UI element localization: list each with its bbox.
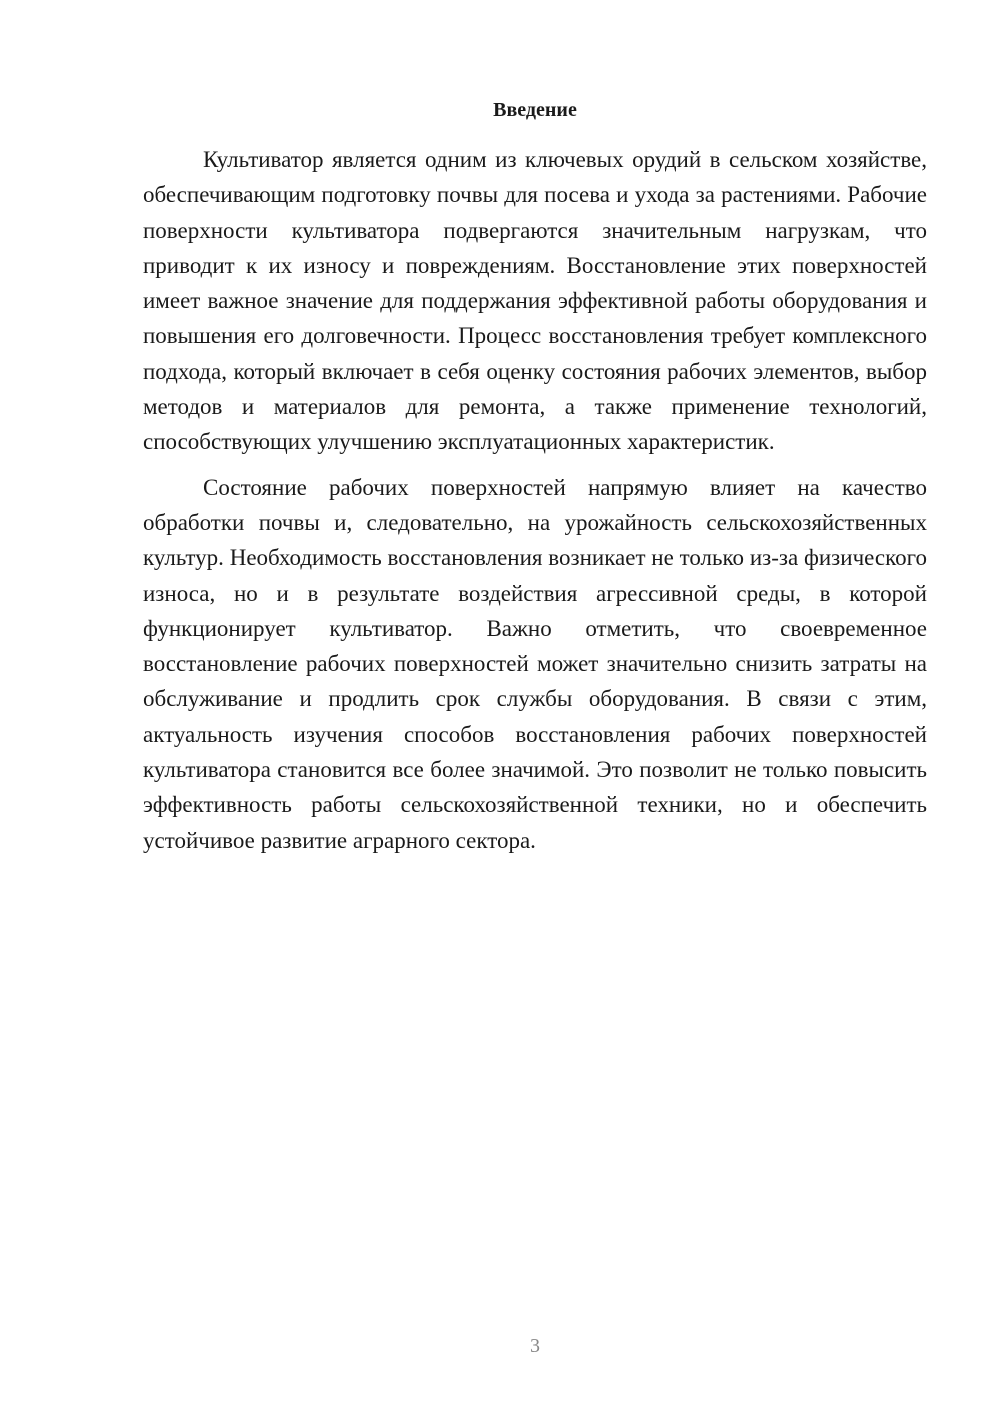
section-heading: Введение — [493, 99, 577, 121]
paragraph-1: Культиватор является одним из ключевых орудий в сельском хозяйстве, обеспечивающим подготовку почвы для посева и ухода за растениями. Рабочие поверхности культиватора подвергаются значительным нагрузкам, что приводит к их износу и повреждениям. Восстановление этих поверхностей имеет важное значение для поддержания эффективной работы оборудования и повышения его долговечности. Процесс восстановления требует комплексного подхода, который включает в себя оценку состояния рабочих элементов, выбор методов и материалов для ремонта, а также применение технологий, способствующих улучшению эксплуатационных характеристик. — [143, 147, 927, 455]
body-text — [143, 142, 927, 858]
paragraph-2: Состояние рабочих поверхностей напрямую влияет на качество обработки почвы и, следовательно, на урожайность сельскохозяйственных культур. Необходимость восстановления возникает не только из-за физического износа, но и в результате воздействия агрессивной среды, в которой функционирует культиватор. Важно отметить, что своевременное восстановление рабочих поверхностей может значительно снизить затраты на обслуживание и продлить срок службы оборудования. В связи с этим, актуальность изучения способов восстановления рабочих поверхностей культиватора становится все более значимой. Это позволит не только повысить эффективность работы сельскохозяйственной техники, но и обеспечить устойчивое развитие аграрного сектора. — [143, 474, 927, 853]
page-number: 3 — [530, 1335, 540, 1357]
